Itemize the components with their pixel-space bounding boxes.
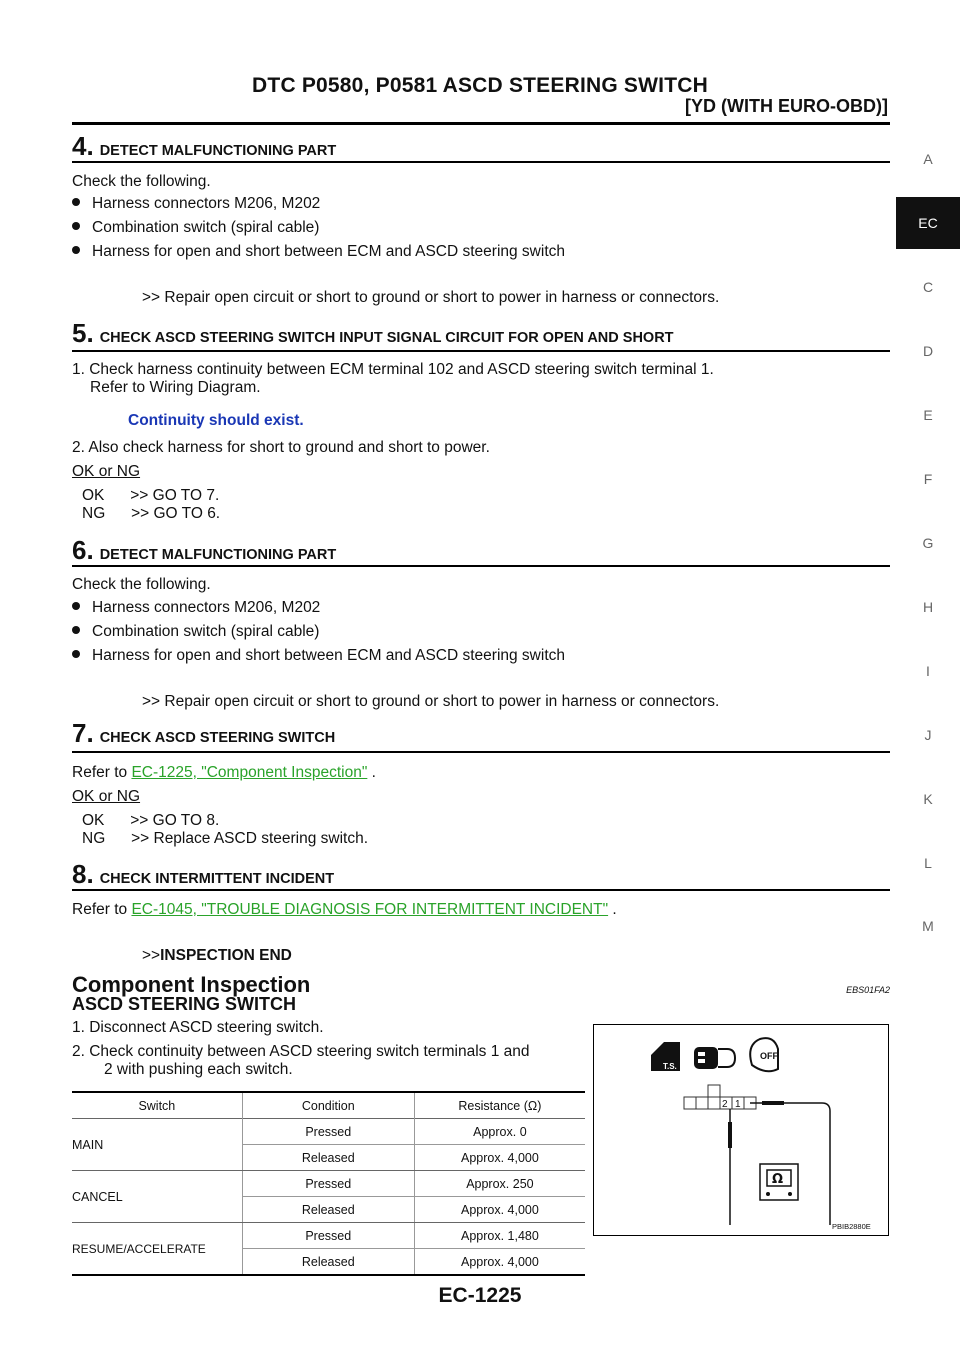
step-number: 8. (72, 859, 94, 889)
index-letter-k[interactable]: K (923, 791, 933, 807)
bullet-icon (72, 246, 80, 254)
list-item: Harness connectors M206, M202 (72, 192, 320, 216)
table-header: Condition (242, 1092, 414, 1119)
index-letter-j[interactable]: J (924, 727, 932, 743)
step-8-refer: Refer to EC-1045, "TROUBLE DIAGNOSIS FOR INTERMITTENT INCIDENT" . (72, 901, 617, 918)
bullet-icon (72, 650, 80, 658)
table-cell: Released (242, 1249, 414, 1276)
step-8-heading (72, 859, 890, 890)
index-letter-a[interactable]: A (923, 151, 933, 167)
table-row (72, 1119, 585, 1145)
spec-text: Continuity should exist. (128, 412, 304, 429)
step-divider (72, 161, 890, 163)
table-header: Switch (138, 1098, 176, 1113)
ng-result: NG >> GO TO 6. (82, 505, 221, 522)
table-cell: Approx. 4,000 (414, 1249, 585, 1276)
continuity-check-figure (593, 1024, 889, 1236)
ohmmeter-icon (760, 1164, 798, 1200)
list-item: Harness for open and short between ECM and ASCD steering switch (72, 644, 565, 668)
list-item: Combination switch (spiral cable) (72, 620, 319, 644)
step-title: CHECK INTERMITTENT INCIDENT (99, 871, 335, 887)
figure-code: PBIB2880E (832, 1222, 871, 1231)
section-code: EBS01FA2 (846, 985, 890, 995)
step-title: DETECT MALFUNCTIONING PART (99, 143, 337, 159)
table-row (72, 1171, 585, 1197)
step-number: 5. (72, 318, 94, 348)
step-4-result: >> Repair open circuit or short to ground or short to power in harness or connectors. (142, 289, 720, 306)
ok-ng-label: OK or NG (72, 788, 141, 805)
continuity-diagram (594, 1025, 887, 1234)
step-6-result: >> Repair open circuit or short to ground or short to power in harness or connectors. (142, 693, 720, 710)
step-divider (72, 889, 890, 891)
table-row (72, 1223, 585, 1249)
index-letter-e[interactable]: E (923, 407, 933, 423)
ok-result: OK >> GO TO 7. (82, 487, 220, 504)
table-header: Resistance (Ω) (414, 1092, 585, 1119)
index-letter-i[interactable]: I (926, 663, 930, 679)
table-cell: MAIN (72, 1119, 242, 1171)
step-title: DETECT MALFUNCTIONING PART (99, 547, 337, 563)
step-5-item-2: 2. Also check harness for short to ground and short to power. (72, 439, 490, 456)
index-letter-f[interactable]: F (923, 471, 933, 487)
page-number: EC-1225 (438, 1284, 522, 1307)
inspection-end: >>INSPECTION END (142, 947, 292, 964)
svg-text:2: 2 (722, 1099, 728, 1110)
component-inspection-link[interactable]: EC-1225, "Component Inspection" (131, 764, 368, 781)
index-letter-l[interactable]: L (924, 855, 932, 871)
step-5-item-1: 1. Check harness continuity between ECM terminal 102 and ASCD steering switch terminal 1. (72, 361, 714, 378)
resistance-table (72, 1091, 585, 1276)
ok-ng-label: OK or NG (72, 463, 141, 480)
table-cell: Approx. 0 (414, 1119, 585, 1145)
bullet-icon (72, 222, 80, 230)
bullet-icon (72, 626, 80, 634)
list-item: Harness connectors M206, M202 (72, 596, 320, 620)
step-6-heading (72, 535, 890, 566)
step-number: 6. (72, 535, 94, 565)
step-divider (72, 565, 890, 567)
page-subtitle: [YD (WITH EURO-OBD)] (685, 96, 888, 116)
component-subtitle: ASCD STEERING SWITCH (72, 994, 297, 1014)
index-letter-m[interactable]: M (922, 918, 934, 934)
component-inspection-title: Component Inspection (72, 972, 311, 997)
inspection-step-2a: 2. Check continuity between ASCD steering switch terminals 1 and (72, 1043, 530, 1060)
list-item: Harness for open and short between ECM and ASCD steering switch (72, 240, 565, 264)
step-title: CHECK ASCD STEERING SWITCH (99, 730, 336, 746)
svg-text:1: 1 (735, 1099, 741, 1110)
index-letter-g[interactable]: G (922, 535, 934, 551)
step-title: CHECK ASCD STEERING SWITCH INPUT SIGNAL CIRCUIT FOR OPEN AND SHORT (99, 330, 674, 346)
bullet-icon (72, 198, 80, 206)
table-cell: Pressed (242, 1223, 414, 1249)
intermittent-incident-link[interactable]: EC-1045, "TROUBLE DIAGNOSIS FOR INTERMITTENT INCIDENT" (131, 901, 609, 918)
disconnect-icon (694, 1047, 735, 1069)
index-letter-d[interactable]: D (922, 343, 934, 359)
step-divider (72, 751, 890, 753)
step-number: 4. (72, 131, 94, 161)
step-5-item-1b: Refer to Wiring Diagram. (90, 379, 261, 396)
header-divider (72, 122, 890, 125)
table-cell: Approx. 4,000 (414, 1145, 585, 1171)
list-item: Combination switch (spiral cable) (72, 216, 319, 240)
table-cell: Approx. 4,000 (414, 1197, 585, 1223)
page-title: DTC P0580, P0581 ASCD STEERING SWITCH (252, 74, 708, 97)
table-cell: Released (242, 1197, 414, 1223)
step-4-heading (72, 131, 890, 162)
table-cell: CANCEL (72, 1171, 242, 1223)
tester-icon (651, 1042, 680, 1071)
ng-result: NG >> Replace ASCD steering switch. (82, 830, 369, 847)
step-divider (72, 350, 890, 352)
ok-result: OK >> GO TO 8. (82, 812, 220, 829)
index-letter-c[interactable]: C (922, 279, 934, 295)
step-7-heading (72, 718, 890, 749)
step-number: 7. (72, 718, 94, 748)
index-letter-h[interactable]: H (922, 599, 934, 615)
table-cell: Approx. 250 (414, 1171, 585, 1197)
step-7-refer: Refer to EC-1225, "Component Inspection" . (72, 764, 376, 781)
table-cell: Approx. 1,480 (414, 1223, 585, 1249)
inspection-step-1: 1. Disconnect ASCD steering switch. (72, 1019, 324, 1036)
svg-text:OFF: OFF (760, 1051, 778, 1061)
table-cell: Released (242, 1145, 414, 1171)
step-6-intro: Check the following. (72, 576, 211, 593)
table-cell: Pressed (242, 1119, 414, 1145)
svg-text:T.S.: T.S. (663, 1062, 677, 1071)
svg-text:Ω: Ω (772, 1172, 784, 1187)
connector-icon (684, 1085, 756, 1110)
step-4-intro: Check the following. (72, 173, 211, 190)
step-5-heading (72, 318, 890, 349)
inspection-step-2b: 2 with pushing each switch. (104, 1061, 293, 1078)
ignition-off-icon (750, 1038, 778, 1071)
index-letter-ec-active[interactable]: EC (896, 197, 960, 249)
probe-wires (728, 1101, 830, 1225)
table-cell: Pressed (242, 1171, 414, 1197)
bullet-icon (72, 602, 80, 610)
table-cell: RESUME/ACCELERATE (72, 1223, 242, 1276)
